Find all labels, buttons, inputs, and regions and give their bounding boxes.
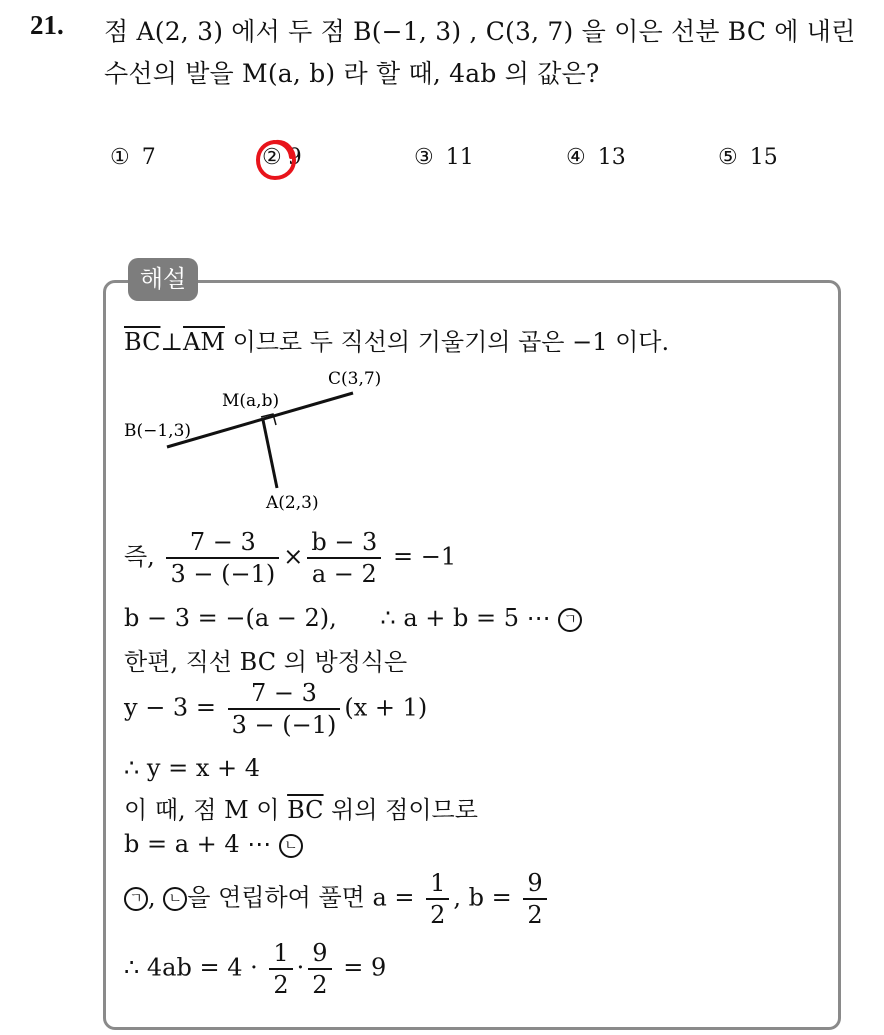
solution-intro (124, 322, 669, 357)
choice-5[interactable] (718, 145, 778, 170)
answer-circle-mark (253, 137, 299, 183)
eq7-left: ∴ 4ab = 4 · (124, 953, 258, 982)
fraction (269, 938, 292, 1000)
choice-number: ③ (414, 145, 434, 170)
choice-value: 15 (749, 145, 778, 170)
label-a: A(2,3) (266, 493, 319, 513)
question-number: 21. (30, 10, 64, 40)
label-c: C(3,7) (328, 369, 382, 389)
perp-symbol: ⊥ (160, 328, 184, 356)
denominator: 2 (312, 971, 328, 999)
eq1-rhs: = −1 (392, 542, 457, 571)
eq3-left: y − 3 = (124, 693, 216, 722)
line-m-post: 위의 점이므로 (323, 796, 478, 824)
numerator: 1 (426, 868, 449, 900)
circle-label: ㄴ (279, 834, 303, 858)
choice-value: 9 (287, 145, 302, 170)
numerator: 7 − 3 (166, 527, 279, 559)
circle-label: ㄱ (124, 887, 148, 911)
choice-number: ⑤ (718, 145, 738, 170)
fraction (228, 678, 341, 740)
times-sign: × (283, 542, 304, 571)
eq1-prefix: 즉, (124, 542, 155, 571)
perpendicular-diagram (110, 360, 410, 520)
eq2-right: ∴ a + b = 5 ⋯ (380, 604, 551, 632)
eq6-text: 을 연립하여 풀면 a = (187, 883, 415, 912)
choice-3[interactable] (414, 145, 474, 170)
denominator: a − 2 (311, 560, 377, 588)
line-bc-simplified: ∴ y = x + 4 (124, 754, 260, 782)
choice-number: ① (110, 145, 130, 170)
question-text-line1: 점 A(2, 3) 에서 두 점 B(−1, 3) , C(3, 7) 을 이은 선분 BC 에 내린 (104, 17, 856, 46)
label-m: M(a,b) (222, 391, 280, 411)
numerator: b − 3 (307, 527, 381, 559)
eq5-text: b = a + 4 ⋯ (124, 830, 272, 858)
solve-system: ㄱ , ㄴ 을 연립하여 풀면 a = $\frac{1}{2}$ , b = $\frac{9}{2}$ (124, 868, 551, 930)
eq2-left: b − 3 = −(a − 2), (124, 604, 337, 632)
numerator: 9 (523, 868, 546, 900)
denominator: 2 (430, 901, 446, 929)
segment-bc: $\overline{BC}$ (124, 328, 161, 356)
eq3-right: (x + 1) (344, 693, 428, 722)
segment-am-line (263, 420, 277, 488)
intro-rest: 이므로 두 직선의 기울기의 곱은 −1 이다. (224, 328, 670, 356)
segment-am: $\overline{AM}$ (183, 328, 225, 356)
denominator: 2 (273, 971, 289, 999)
choice-number: ④ (566, 145, 586, 170)
eq7-rhs: = 9 (343, 953, 387, 982)
line-bc-intro: 한편, 직선 BC 의 방정식은 (124, 648, 408, 676)
point-m-on-bc (124, 790, 478, 825)
eq6-mid: , b = (453, 883, 512, 912)
choice-1[interactable] (110, 145, 156, 170)
choice-number: ② (262, 145, 282, 170)
fraction (166, 527, 279, 589)
denominator: 3 − (−1) (231, 711, 337, 739)
final-answer (124, 938, 386, 1000)
choice-4[interactable] (566, 145, 626, 170)
line-m-pre: 이 때, 점 M 이 (124, 796, 288, 824)
denominator: 2 (527, 901, 543, 929)
circle-label: ㄱ (558, 608, 582, 632)
slope-product-equation (124, 527, 456, 589)
choice-value: 11 (445, 145, 474, 170)
equation-b-from-a (124, 830, 303, 858)
numerator: 9 (308, 938, 331, 970)
circle-label: ㄴ (163, 887, 187, 911)
numerator: 1 (269, 938, 292, 970)
label-b: B(−1,3) (124, 421, 192, 441)
choice-value: 13 (597, 145, 626, 170)
line-bc-equation (124, 678, 427, 740)
denominator: 3 − (−1) (170, 560, 276, 588)
solution-tag: 해설 (128, 258, 198, 301)
segment-bc: $\overline{BC}$ (287, 796, 324, 824)
fraction (308, 938, 331, 1000)
numerator: 7 − 3 (228, 678, 341, 710)
choice-value: 7 (141, 145, 156, 170)
fraction (426, 868, 449, 930)
fraction (523, 868, 546, 930)
equation-ab-sum (124, 604, 582, 632)
fraction (307, 527, 381, 589)
mark-stroke (258, 142, 294, 178)
question-text-line2: 수선의 발을 M(a, b) 라 할 때, 4ab 의 값은? (104, 59, 600, 88)
dot-sign: · (296, 953, 305, 982)
